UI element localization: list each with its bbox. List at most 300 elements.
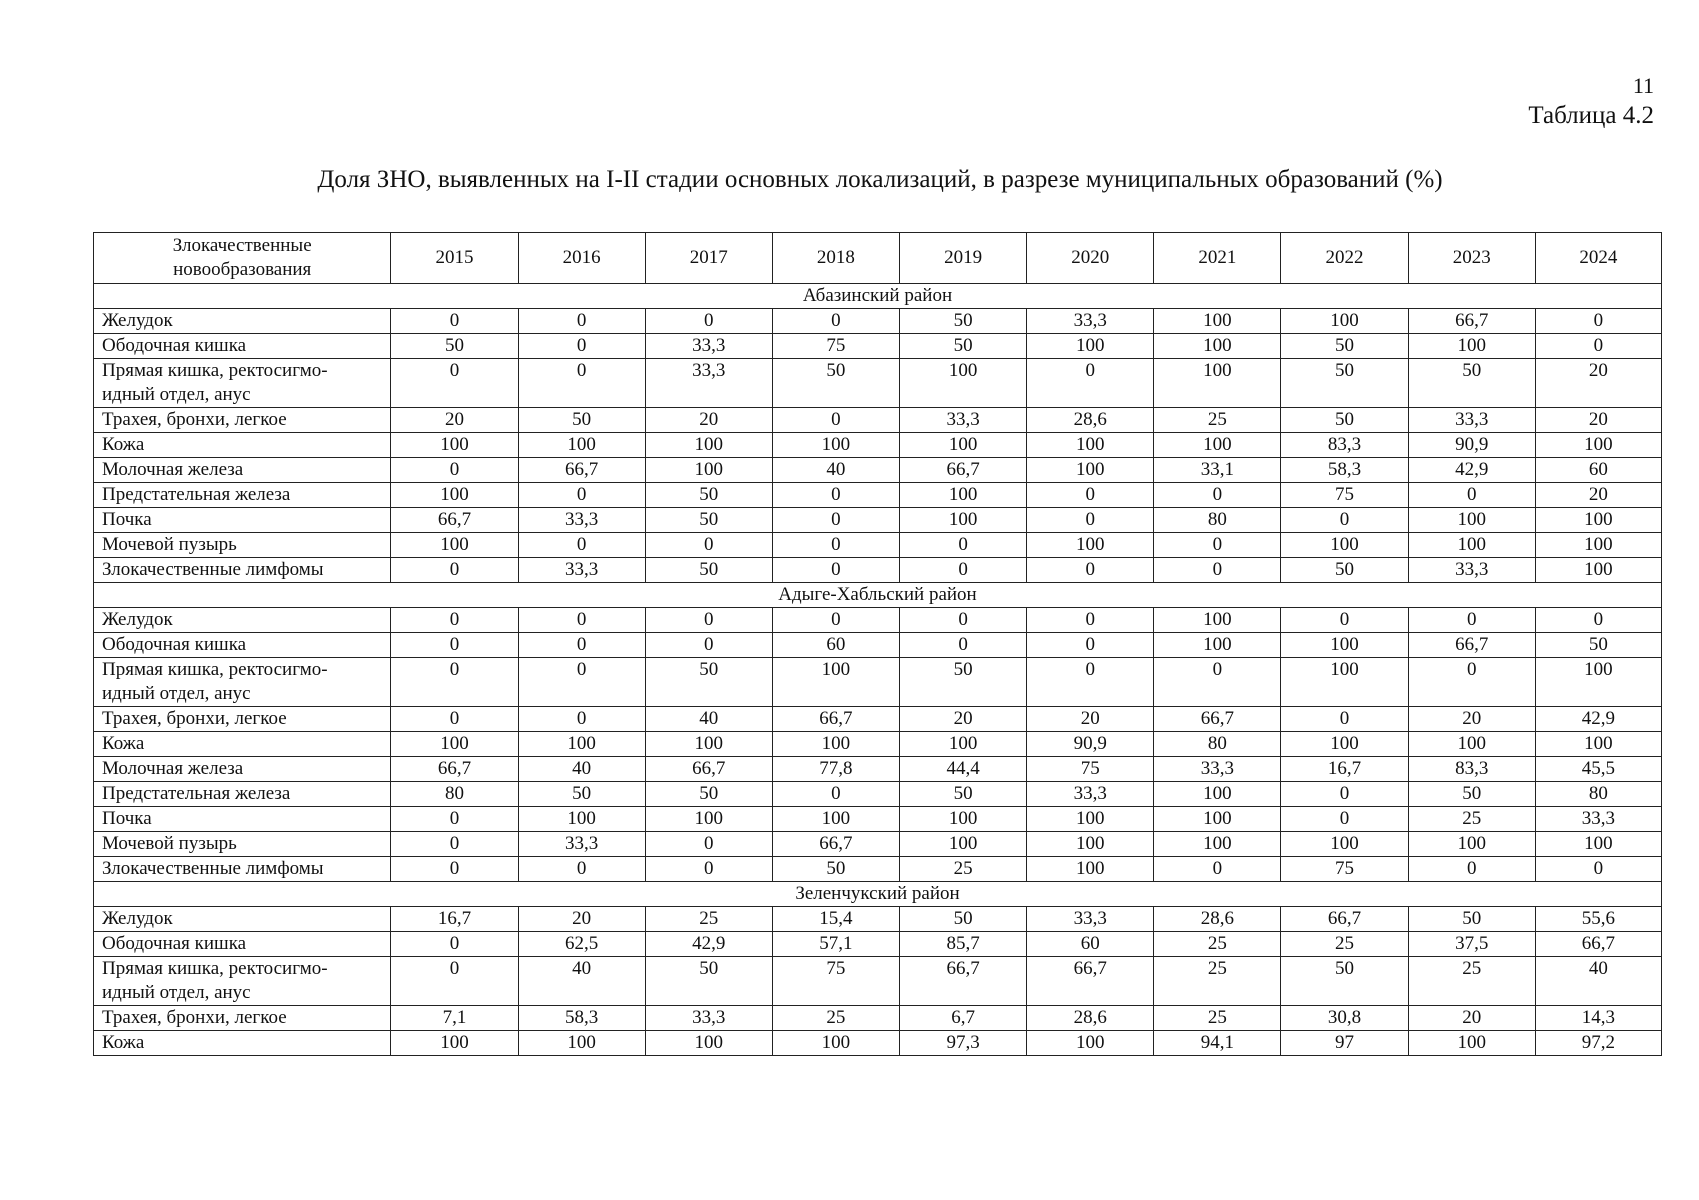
year-header: 2021 xyxy=(1154,233,1281,284)
section-title: Абазинский район xyxy=(94,284,1662,309)
value-cell: 100 xyxy=(1027,334,1154,359)
row-label-line: Почка xyxy=(102,808,152,829)
value-cell: 100 xyxy=(1408,508,1535,533)
table-row xyxy=(94,957,1662,1006)
row-label-line: Ободочная кишка xyxy=(102,933,247,954)
value-cell: 28,6 xyxy=(1027,408,1154,433)
value-cell: 0 xyxy=(518,608,645,633)
value-cell: 33,3 xyxy=(1027,309,1154,334)
value-cell: 100 xyxy=(900,732,1027,757)
table-row xyxy=(94,807,1662,832)
row-label xyxy=(94,957,391,1006)
value-cell: 62,5 xyxy=(518,932,645,957)
value-cell: 0 xyxy=(645,309,772,334)
value-cell: 0 xyxy=(645,857,772,882)
value-cell: 100 xyxy=(1154,309,1281,334)
value-cell: 66,7 xyxy=(1154,707,1281,732)
value-cell: 42,9 xyxy=(1535,707,1661,732)
row-label xyxy=(94,359,391,408)
value-cell: 80 xyxy=(1535,782,1661,807)
value-cell: 100 xyxy=(1535,558,1661,583)
value-cell: 100 xyxy=(391,1031,518,1056)
value-cell: 50 xyxy=(1281,408,1408,433)
value-cell: 66,7 xyxy=(391,508,518,533)
value-cell: 100 xyxy=(1027,857,1154,882)
value-cell: 75 xyxy=(1027,757,1154,782)
value-cell: 37,5 xyxy=(1408,932,1535,957)
value-cell: 100 xyxy=(900,832,1027,857)
row-label-line: Предстательная железа xyxy=(102,783,291,804)
value-cell: 50 xyxy=(645,483,772,508)
value-cell: 20 xyxy=(518,907,645,932)
value-cell: 100 xyxy=(1281,309,1408,334)
value-cell: 0 xyxy=(391,359,518,408)
value-cell: 20 xyxy=(1408,1006,1535,1031)
value-cell: 66,7 xyxy=(645,757,772,782)
value-cell: 42,9 xyxy=(1408,458,1535,483)
value-cell: 0 xyxy=(518,309,645,334)
value-cell: 100 xyxy=(1027,458,1154,483)
value-cell: 75 xyxy=(1281,857,1408,882)
value-cell: 100 xyxy=(1281,633,1408,658)
value-cell: 97 xyxy=(1281,1031,1408,1056)
value-cell: 97,2 xyxy=(1535,1031,1661,1056)
value-cell: 0 xyxy=(518,658,645,707)
table-row xyxy=(94,458,1662,483)
value-cell: 25 xyxy=(1408,807,1535,832)
value-cell: 100 xyxy=(772,1031,899,1056)
value-cell: 75 xyxy=(772,957,899,1006)
value-cell: 66,7 xyxy=(391,757,518,782)
row-label xyxy=(94,757,391,782)
row-label xyxy=(94,433,391,458)
row-label-line: идный отдел, анус xyxy=(102,683,251,704)
value-cell: 20 xyxy=(900,707,1027,732)
value-cell: 30,8 xyxy=(1281,1006,1408,1031)
row-label xyxy=(94,309,391,334)
table-row xyxy=(94,1031,1662,1056)
row-label-line: Кожа xyxy=(102,1032,145,1053)
value-cell: 20 xyxy=(391,408,518,433)
row-label-line: Злокачественные лимфомы xyxy=(102,858,324,879)
value-cell: 0 xyxy=(518,359,645,408)
value-cell: 50 xyxy=(1281,957,1408,1006)
row-label xyxy=(94,558,391,583)
row-label xyxy=(94,608,391,633)
value-cell: 100 xyxy=(1154,433,1281,458)
value-cell: 0 xyxy=(1281,707,1408,732)
value-cell: 50 xyxy=(645,508,772,533)
value-cell: 100 xyxy=(1535,433,1661,458)
row-label xyxy=(94,633,391,658)
value-cell: 0 xyxy=(1027,558,1154,583)
value-cell: 0 xyxy=(1281,782,1408,807)
row-label xyxy=(94,907,391,932)
value-cell: 0 xyxy=(900,558,1027,583)
value-cell: 0 xyxy=(391,932,518,957)
table-row xyxy=(94,608,1662,633)
value-cell: 100 xyxy=(772,433,899,458)
value-cell: 50 xyxy=(772,359,899,408)
value-cell: 33,3 xyxy=(518,832,645,857)
value-cell: 66,7 xyxy=(900,957,1027,1006)
section-row xyxy=(94,583,1662,608)
year-header: 2019 xyxy=(900,233,1027,284)
row-label-line: Почка xyxy=(102,509,152,530)
value-cell: 20 xyxy=(1408,707,1535,732)
value-cell: 100 xyxy=(645,433,772,458)
table-row xyxy=(94,782,1662,807)
value-cell: 50 xyxy=(900,309,1027,334)
value-cell: 100 xyxy=(1535,533,1661,558)
section-title: Зеленчукский район xyxy=(94,882,1662,907)
table-row xyxy=(94,433,1662,458)
value-cell: 0 xyxy=(1408,483,1535,508)
value-cell: 28,6 xyxy=(1154,907,1281,932)
value-cell: 0 xyxy=(772,408,899,433)
value-cell: 100 xyxy=(1535,508,1661,533)
row-label xyxy=(94,932,391,957)
row-label xyxy=(94,658,391,707)
value-cell: 100 xyxy=(1535,732,1661,757)
value-cell: 0 xyxy=(1154,558,1281,583)
value-cell: 66,7 xyxy=(518,458,645,483)
value-cell: 40 xyxy=(645,707,772,732)
row-label-line: Прямая кишка, ректосигмо- xyxy=(102,659,328,680)
row-label xyxy=(94,508,391,533)
value-cell: 0 xyxy=(1408,857,1535,882)
value-cell: 0 xyxy=(391,707,518,732)
table-row xyxy=(94,508,1662,533)
value-cell: 0 xyxy=(1027,633,1154,658)
row-label xyxy=(94,408,391,433)
value-cell: 50 xyxy=(1281,558,1408,583)
data-table xyxy=(93,232,1662,1056)
value-cell: 100 xyxy=(518,807,645,832)
table-row xyxy=(94,334,1662,359)
value-cell: 0 xyxy=(772,533,899,558)
value-cell: 15,4 xyxy=(772,907,899,932)
value-cell: 0 xyxy=(645,832,772,857)
value-cell: 60 xyxy=(1535,458,1661,483)
value-cell: 0 xyxy=(518,334,645,359)
row-label xyxy=(94,334,391,359)
table-row xyxy=(94,309,1662,334)
value-cell: 80 xyxy=(1154,732,1281,757)
table-row xyxy=(94,932,1662,957)
value-cell: 33,3 xyxy=(1408,408,1535,433)
row-label xyxy=(94,1031,391,1056)
value-cell: 58,3 xyxy=(518,1006,645,1031)
value-cell: 33,3 xyxy=(1154,757,1281,782)
value-cell: 20 xyxy=(645,408,772,433)
value-cell: 0 xyxy=(645,608,772,633)
row-label-line: Ободочная кишка xyxy=(102,335,247,356)
year-header: 2016 xyxy=(518,233,645,284)
value-cell: 60 xyxy=(1027,932,1154,957)
value-cell: 0 xyxy=(391,857,518,882)
value-cell: 100 xyxy=(1535,658,1661,707)
year-header: 2017 xyxy=(645,233,772,284)
value-cell: 50 xyxy=(1535,633,1661,658)
table-row xyxy=(94,359,1662,408)
row-label-line: Трахея, бронхи, легкое xyxy=(102,1007,287,1028)
value-cell: 85,7 xyxy=(900,932,1027,957)
value-cell: 100 xyxy=(1027,533,1154,558)
value-cell: 66,7 xyxy=(1408,309,1535,334)
value-cell: 100 xyxy=(900,483,1027,508)
corner-header-line-1: Злокачественные xyxy=(172,235,312,256)
value-cell: 20 xyxy=(1535,483,1661,508)
value-cell: 42,9 xyxy=(645,932,772,957)
value-cell: 0 xyxy=(1027,508,1154,533)
row-label-line: идный отдел, анус xyxy=(102,384,251,405)
row-label-line: Трахея, бронхи, легкое xyxy=(102,708,287,729)
value-cell: 45,5 xyxy=(1535,757,1661,782)
row-label-line: Кожа xyxy=(102,733,145,754)
value-cell: 100 xyxy=(1027,807,1154,832)
value-cell: 57,1 xyxy=(772,932,899,957)
value-cell: 0 xyxy=(391,633,518,658)
value-cell: 50 xyxy=(1281,359,1408,408)
value-cell: 0 xyxy=(1154,658,1281,707)
value-cell: 40 xyxy=(518,757,645,782)
value-cell: 25 xyxy=(1154,1006,1281,1031)
value-cell: 100 xyxy=(518,433,645,458)
value-cell: 0 xyxy=(518,483,645,508)
row-label xyxy=(94,707,391,732)
value-cell: 50 xyxy=(900,782,1027,807)
value-cell: 100 xyxy=(772,732,899,757)
value-cell: 100 xyxy=(518,1031,645,1056)
value-cell: 80 xyxy=(1154,508,1281,533)
value-cell: 100 xyxy=(1154,334,1281,359)
value-cell: 20 xyxy=(1535,408,1661,433)
value-cell: 50 xyxy=(900,907,1027,932)
value-cell: 50 xyxy=(645,658,772,707)
value-cell: 0 xyxy=(391,832,518,857)
value-cell: 0 xyxy=(1535,334,1661,359)
value-cell: 0 xyxy=(772,558,899,583)
value-cell: 0 xyxy=(1154,533,1281,558)
value-cell: 0 xyxy=(1027,658,1154,707)
value-cell: 90,9 xyxy=(1027,732,1154,757)
value-cell: 100 xyxy=(1281,533,1408,558)
year-header: 2020 xyxy=(1027,233,1154,284)
value-cell: 100 xyxy=(1408,732,1535,757)
value-cell: 33,1 xyxy=(1154,458,1281,483)
row-label-line: идный отдел, анус xyxy=(102,982,251,1003)
value-cell: 0 xyxy=(772,782,899,807)
value-cell: 0 xyxy=(391,458,518,483)
value-cell: 40 xyxy=(1535,957,1661,1006)
value-cell: 75 xyxy=(1281,483,1408,508)
value-cell: 33,3 xyxy=(645,1006,772,1031)
value-cell: 100 xyxy=(518,732,645,757)
page-number: 11 xyxy=(1632,73,1654,98)
value-cell: 50 xyxy=(900,334,1027,359)
value-cell: 33,3 xyxy=(1408,558,1535,583)
value-cell: 60 xyxy=(772,633,899,658)
value-cell: 100 xyxy=(772,658,899,707)
value-cell: 0 xyxy=(391,608,518,633)
value-cell: 100 xyxy=(1154,832,1281,857)
value-cell: 0 xyxy=(1027,359,1154,408)
table-row xyxy=(94,1006,1662,1031)
value-cell: 100 xyxy=(1154,807,1281,832)
value-cell: 50 xyxy=(518,782,645,807)
value-cell: 25 xyxy=(900,857,1027,882)
value-cell: 25 xyxy=(1154,932,1281,957)
year-header: 2023 xyxy=(1408,233,1535,284)
year-header: 2015 xyxy=(391,233,518,284)
value-cell: 20 xyxy=(1535,359,1661,408)
table-row xyxy=(94,533,1662,558)
value-cell: 0 xyxy=(900,608,1027,633)
table-row xyxy=(94,707,1662,732)
value-cell: 50 xyxy=(645,782,772,807)
row-label-line: Молочная железа xyxy=(102,459,244,480)
value-cell: 0 xyxy=(391,957,518,1006)
value-cell: 100 xyxy=(1281,732,1408,757)
section-row xyxy=(94,882,1662,907)
year-header: 2022 xyxy=(1281,233,1408,284)
row-label-line: Прямая кишка, ректосигмо- xyxy=(102,360,328,381)
value-cell: 0 xyxy=(391,309,518,334)
value-cell: 100 xyxy=(1535,832,1661,857)
value-cell: 100 xyxy=(645,1031,772,1056)
value-cell: 25 xyxy=(1281,932,1408,957)
value-cell: 6,7 xyxy=(900,1006,1027,1031)
row-label-line: Ободочная кишка xyxy=(102,634,247,655)
value-cell: 100 xyxy=(645,458,772,483)
value-cell: 66,7 xyxy=(1535,932,1661,957)
value-cell: 40 xyxy=(772,458,899,483)
value-cell: 100 xyxy=(1154,608,1281,633)
value-cell: 0 xyxy=(1281,807,1408,832)
value-cell: 16,7 xyxy=(1281,757,1408,782)
value-cell: 0 xyxy=(1154,857,1281,882)
value-cell: 50 xyxy=(1408,359,1535,408)
value-cell: 0 xyxy=(1154,483,1281,508)
value-cell: 28,6 xyxy=(1027,1006,1154,1031)
value-cell: 33,3 xyxy=(900,408,1027,433)
value-cell: 0 xyxy=(1408,608,1535,633)
row-label xyxy=(94,483,391,508)
value-cell: 55,6 xyxy=(1535,907,1661,932)
value-cell: 0 xyxy=(1281,608,1408,633)
table-label: Таблица 4.2 xyxy=(1528,102,1654,129)
value-cell: 50 xyxy=(1408,782,1535,807)
value-cell: 100 xyxy=(1027,433,1154,458)
value-cell: 100 xyxy=(900,433,1027,458)
row-label-line: Желудок xyxy=(102,609,173,630)
row-label-line: Молочная железа xyxy=(102,758,244,779)
value-cell: 0 xyxy=(1027,483,1154,508)
value-cell: 100 xyxy=(1154,782,1281,807)
table-header xyxy=(94,233,1662,284)
row-label-line: Мочевой пузырь xyxy=(102,833,237,854)
value-cell: 100 xyxy=(1027,832,1154,857)
value-cell: 0 xyxy=(900,633,1027,658)
value-cell: 0 xyxy=(518,857,645,882)
value-cell: 33,3 xyxy=(1535,807,1661,832)
value-cell: 50 xyxy=(518,408,645,433)
value-cell: 0 xyxy=(772,508,899,533)
value-cell: 0 xyxy=(900,533,1027,558)
value-cell: 25 xyxy=(1154,408,1281,433)
document-title: Доля ЗНО, выявленных на I-II стадии основных локализаций, в разрезе муниципальных образований (%) xyxy=(317,166,1443,193)
row-label xyxy=(94,1006,391,1031)
value-cell: 100 xyxy=(391,732,518,757)
value-cell: 25 xyxy=(1154,957,1281,1006)
value-cell: 100 xyxy=(391,433,518,458)
value-cell: 90,9 xyxy=(1408,433,1535,458)
row-label-line: Трахея, бронхи, легкое xyxy=(102,409,287,430)
value-cell: 0 xyxy=(772,483,899,508)
value-cell: 97,3 xyxy=(900,1031,1027,1056)
value-cell: 44,4 xyxy=(900,757,1027,782)
row-label xyxy=(94,857,391,882)
value-cell: 50 xyxy=(391,334,518,359)
value-cell: 0 xyxy=(1535,309,1661,334)
value-cell: 0 xyxy=(391,807,518,832)
value-cell: 77,8 xyxy=(772,757,899,782)
value-cell: 20 xyxy=(1027,707,1154,732)
header-row xyxy=(94,233,1662,284)
table-row xyxy=(94,757,1662,782)
table-body xyxy=(94,284,1662,1056)
value-cell: 100 xyxy=(772,807,899,832)
row-label xyxy=(94,458,391,483)
value-cell: 100 xyxy=(391,483,518,508)
year-header: 2018 xyxy=(772,233,899,284)
value-cell: 100 xyxy=(1154,633,1281,658)
value-cell: 7,1 xyxy=(391,1006,518,1031)
value-cell: 100 xyxy=(1408,1031,1535,1056)
value-cell: 0 xyxy=(391,658,518,707)
table-row xyxy=(94,483,1662,508)
value-cell: 50 xyxy=(645,957,772,1006)
value-cell: 83,3 xyxy=(1408,757,1535,782)
value-cell: 66,7 xyxy=(772,832,899,857)
value-cell: 100 xyxy=(1281,658,1408,707)
value-cell: 83,3 xyxy=(1281,433,1408,458)
value-cell: 16,7 xyxy=(391,907,518,932)
table-row xyxy=(94,558,1662,583)
value-cell: 66,7 xyxy=(900,458,1027,483)
section-row xyxy=(94,284,1662,309)
value-cell: 0 xyxy=(645,533,772,558)
row-label xyxy=(94,732,391,757)
value-cell: 50 xyxy=(900,658,1027,707)
value-cell: 100 xyxy=(645,807,772,832)
value-cell: 75 xyxy=(772,334,899,359)
value-cell: 80 xyxy=(391,782,518,807)
row-label-line: Мочевой пузырь xyxy=(102,534,237,555)
value-cell: 94,1 xyxy=(1154,1031,1281,1056)
value-cell: 100 xyxy=(1408,832,1535,857)
value-cell: 14,3 xyxy=(1535,1006,1661,1031)
value-cell: 100 xyxy=(1027,1031,1154,1056)
row-label xyxy=(94,533,391,558)
value-cell: 33,3 xyxy=(1027,782,1154,807)
row-label-line: Прямая кишка, ректосигмо- xyxy=(102,958,328,979)
value-cell: 0 xyxy=(391,558,518,583)
value-cell: 0 xyxy=(1281,508,1408,533)
table-row xyxy=(94,732,1662,757)
value-cell: 33,3 xyxy=(518,508,645,533)
